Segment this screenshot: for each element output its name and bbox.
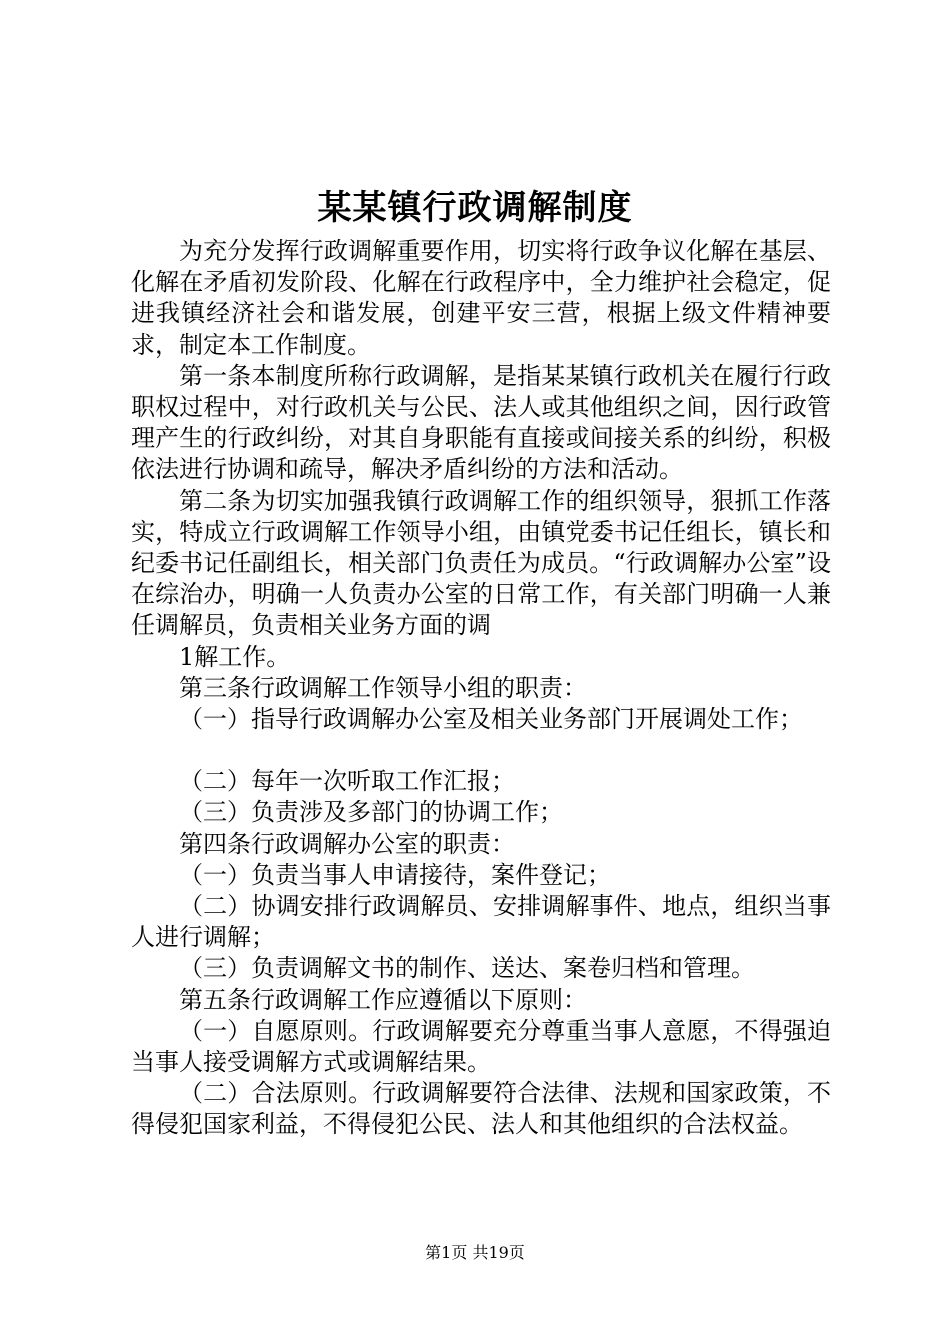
article-4-item-1: （一）负责当事人申请接待，案件登记； — [179, 860, 611, 889]
page-number-footer: 第1页 共19页 — [425, 1243, 525, 1262]
article-5-item-1: （一）自愿原则。行政调解要充分尊重当事人意愿，不得强迫当事人接受调解方式或调解结果。 — [131, 1016, 831, 1077]
article-4-item-2: （二）协调安排行政调解员、安排调解事件、地点，组织当事人进行调解； — [131, 892, 831, 952]
article-4-heading: 第四条行政调解办公室的职责： — [179, 829, 515, 858]
article-2-paragraph: 第二条为切实加强我镇行政调解工作的组织领导，狠抓工作落实，特成立行政调解工作领导小组，由镇党委书记任组长，镇长和纪委书记任副组长，相关部门负责任为成员。“行政调解办公室”设在综治办，明确一人负责办公室的日常工作，有关部门明确一人兼任调解员，负责相关业务方面的调 — [131, 486, 831, 640]
article-1-paragraph: 第一条本制度所称行政调解，是指某某镇行政机关在履行行政职权过程中，对行政机关与公民、法人或其他组织之间，因行政管理产生的行政纠纷，对其自身职能有直接或间接关系的纠纷，积极依法进行协调和疏导，解决矛盾纠纷的方法和活动。 — [131, 361, 831, 484]
article-3-item-2: （二）每年一次听取工作汇报； — [179, 767, 515, 796]
document-body — [131, 236, 831, 1141]
article-3-heading: 第三条行政调解工作领导小组的职责： — [179, 673, 587, 702]
intro-paragraph: 为充分发挥行政调解重要作用，切实将行政争议化解在基层、化解在矛盾初发阶段、化解在行政程序中，全力维护社会稳定，促进我镇经济社会和谐发展，创建平安三营，根据上级文件精神要求，制定本工作制度。 — [131, 237, 831, 359]
document-title: 某某镇行政调解制度 — [317, 188, 633, 228]
article-3-item-3: （三）负责涉及多部门的协调工作； — [179, 798, 563, 827]
article-2-continuation: 1解工作。 — [179, 642, 291, 671]
article-4-item-3: （三）负责调解文书的制作、送达、案卷归档和管理。 — [179, 954, 755, 983]
article-5-heading: 第五条行政调解工作应遵循以下原则： — [179, 985, 587, 1014]
article-3-item-1: （一）指导行政调解办公室及相关业务部门开展调处工作； — [179, 705, 803, 734]
article-5-item-2: （二）合法原则。行政调解要符合法律、法规和国家政策，不得侵犯国家利益，不得侵犯公民、法人和其他组织的合法权益。 — [131, 1079, 831, 1139]
